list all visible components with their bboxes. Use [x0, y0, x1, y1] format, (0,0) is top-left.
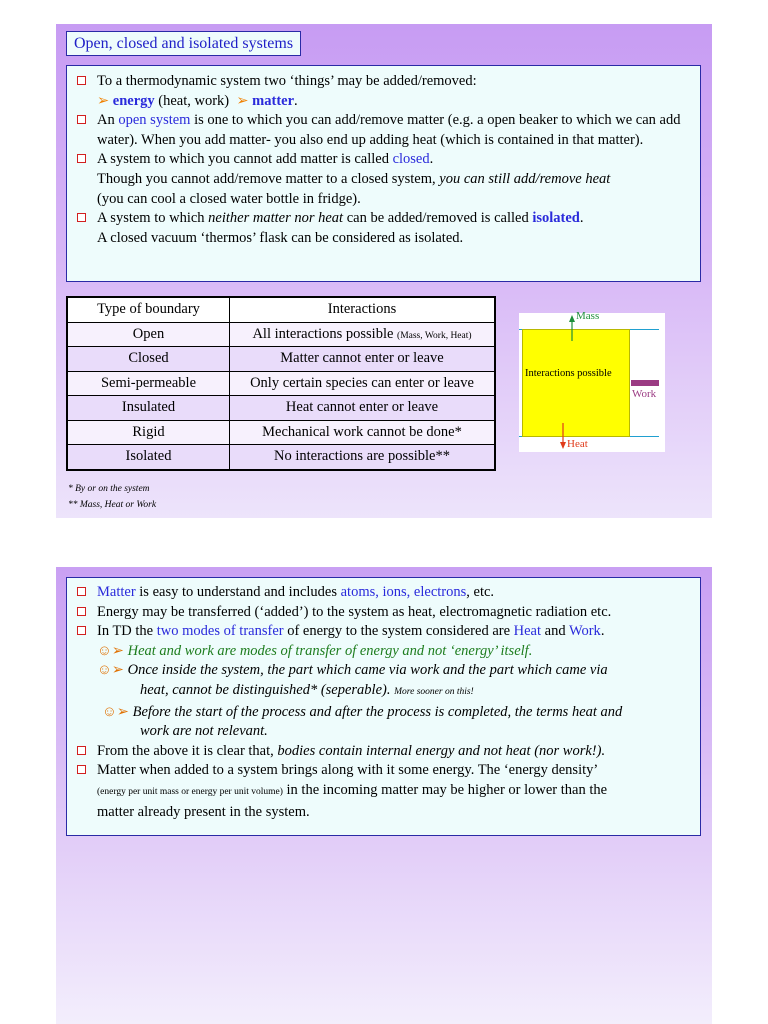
- table-row: Semi-permeable Only certain species can enter or leave: [67, 371, 495, 396]
- bullet-energy-transfer: Energy may be transferred (‘added’) to the system as heat, electromagnetic radiation etc.: [67, 603, 700, 623]
- table-row: Isolated No interactions are possible**: [67, 445, 495, 470]
- table-header: Type of boundary: [67, 297, 230, 322]
- bullet-energy-density: Matter when added to a system brings along with it some energy. The ‘energy density’ (energy per unit mass or energy per unit volume) in the incoming matter may be higher or lower than the matter already present in the system.: [67, 761, 700, 822]
- bullet-closed-system: A system to which you cannot add matter is called closed. Though you cannot add/remove matter to a closed system, you can still add/remove heat (you can cool a closed water bottle in fridge).: [67, 150, 700, 209]
- slide-1: [56, 24, 712, 518]
- slide-title: Open, closed and isolated systems: [66, 31, 301, 56]
- table-row: Open All interactions possible (Mass, Work, Heat): [67, 322, 495, 347]
- bullet-things-added: To a thermodynamic system two ‘things’ may be added/removed: ➢ energy (heat, work) ➢ matter.: [67, 72, 700, 111]
- arrow-icon: ➢: [97, 92, 110, 109]
- sub-point: ☺➢ Heat and work are modes of transfer of energy and not ‘energy’ itself.: [97, 642, 533, 659]
- sub-point: ☺➢ Before the start of the process and after the process is completed, the terms heat and work are not relevant.: [102, 703, 623, 740]
- arrow-icon: ➢: [236, 92, 249, 109]
- bullet-modes: In TD the two modes of transfer of energy to the system considered are Heat and Work.: [67, 622, 700, 642]
- system-diagram: Interactions possible Mass Work Heat: [519, 313, 665, 452]
- slide-2: [56, 567, 712, 1024]
- table-header-row: [67, 297, 495, 322]
- boundary-table: [66, 296, 496, 471]
- smiley-icon: ☺➢: [97, 642, 124, 659]
- sub-point: ☺➢ Once inside the system, the part which came via work and the part which came via heat, cannot be distinguished* (seperable). More sooner on this!: [97, 662, 608, 698]
- content-box: [66, 65, 701, 282]
- bullet-internal-energy: From the above it is clear that, bodies contain internal energy and not heat (nor work!).: [67, 742, 700, 762]
- system-box: Interactions possible: [522, 329, 630, 437]
- bullet-isolated-system: A system to which neither matter nor heat can be added/removed is called isolated. A closed vacuum ‘thermos’ flask can be considered as isolated.: [67, 209, 700, 248]
- bullet-matter: Matter is easy to understand and includes atoms, ions, electrons, etc.: [67, 583, 700, 603]
- smiley-icon: ☺➢: [97, 662, 124, 679]
- table-row: Insulated Heat cannot enter or leave: [67, 396, 495, 421]
- bullet-open-system: An open system is one to which you can add/remove matter (e.g. a open beaker to which we can add water). When you add matter- you also end up adding heat (which is contained in that matter).: [67, 111, 700, 150]
- content-box: [66, 577, 701, 836]
- footnotes: * By or on the system ** Mass, Heat or Work: [68, 484, 157, 510]
- table-row: Closed Matter cannot enter or leave: [67, 347, 495, 372]
- table-row: Rigid Mechanical work cannot be done*: [67, 420, 495, 445]
- smiley-icon: ☺➢: [102, 703, 129, 720]
- work-indicator: [631, 380, 659, 386]
- table-header: Interactions: [230, 297, 496, 322]
